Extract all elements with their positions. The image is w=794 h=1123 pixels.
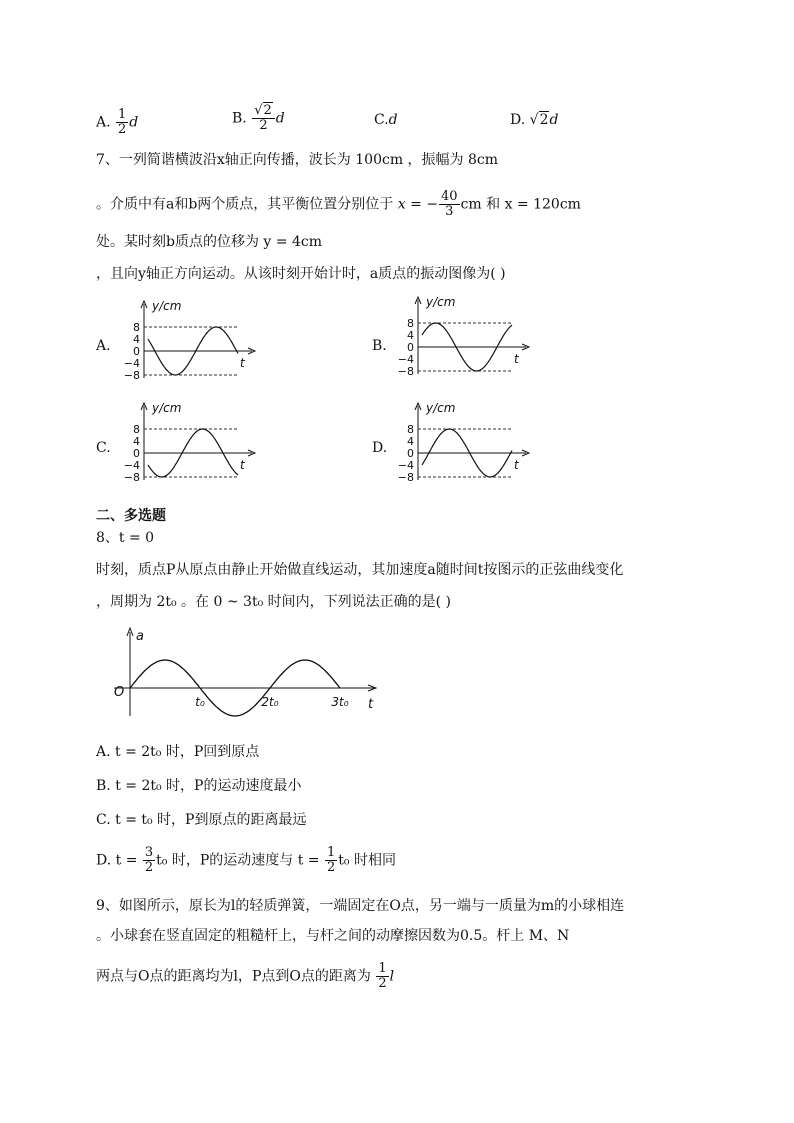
x-axis-label: t [514,458,519,472]
y-tick-label: −4 [123,357,140,370]
y-tick-label: 4 [133,435,140,448]
q7-chart-a [112,296,262,386]
y-tick-label: −4 [123,459,140,472]
y-tick-label: −8 [397,365,414,378]
x-tick-label: 2t₀ [261,695,279,709]
y-tick-label: 8 [407,317,414,330]
q7-option-d-label: D. [372,440,388,456]
y-tick-label: −8 [123,369,140,382]
y-axis-label: y/cm [426,401,456,415]
q7-option-a-label: A. [96,338,111,354]
x-axis-label: t [368,697,374,712]
q7-line-1: 7、一列简谐横波沿x轴正向传播，波长为 100cm ，振幅为 8cm [96,152,499,168]
q8-option-c: C. t = t₀ 时，P到原点的距离最远 [96,812,307,828]
fraction: $\frac{1}{2}$ [327,845,336,875]
q7-chart-d [386,398,536,488]
x-axis-label: t [240,356,245,370]
origin-label: O [114,685,125,700]
q7-line-2: 。介质中有a和b两个质点，其平衡位置分别位于 x = − $\frac{40}{3}$ cm 和 x = 120cm [96,189,581,219]
y-tick-label: 0 [133,345,140,358]
y-tick-label: −4 [397,459,414,472]
q7-option-c-label: C. [96,440,111,456]
section-title: 二、多选题 [96,508,166,524]
y-axis-label: a [136,629,144,644]
y-axis-label: y/cm [152,401,182,415]
y-tick-label: 0 [407,341,414,354]
q8-option-a: A. t = 2t₀ 时，P回到原点 [96,744,260,760]
y-tick-label: 4 [407,435,414,448]
y-tick-label: 0 [133,447,140,460]
q7-chart-b [386,292,536,382]
q7-chart-c [112,398,262,488]
y-tick-label: −8 [397,471,414,484]
y-tick-label: −8 [123,471,140,484]
y-tick-label: 4 [407,329,414,342]
q9-line-2: 。小球套在竖直固定的粗糙杆上，与杆之间的动摩擦因数为0.5。杆上 M、N [96,928,570,944]
x-axis-label: t [514,352,519,366]
fraction: $\frac{√2}{2}$ [252,104,275,133]
q7-line-3: 处。某时刻b质点的位移为 y = 4cm [96,234,322,250]
x-tick-label: 3t₀ [331,695,349,709]
q6-option-a: A. $\frac{1}{2}$ d [96,107,139,137]
q9-line-1: 9、如图所示，原长为l的轻质弹簧，一端固定在O点，另一端与一质量为m的小球相连 [96,898,625,914]
y-axis-label: y/cm [152,299,182,313]
q7-line-4: ，且向y轴正方向运动。从该时刻开始计时，a质点的振动图像为( ) [96,266,506,282]
x-axis-label: t [240,458,245,472]
fraction: $\frac{1}{2}$ [118,107,127,137]
q9-line-3: 两点与O点的距离均为l，P点到O点的距离为 $\frac{1}{2}$ l [96,961,395,991]
fraction: $\frac{1}{2}$ [378,961,387,991]
y-tick-label: 0 [407,447,414,460]
q8-acceleration-graph [106,624,396,724]
q6-option-d: D. √2d [510,112,559,128]
y-tick-label: 4 [133,333,140,346]
y-tick-label: 8 [133,423,140,436]
q8-line-1: 8、t = 0 [96,530,155,546]
q6-option-c: C.d [374,112,398,128]
q8-option-d: D. t = $\frac{3}{2}$ t₀ 时，P的运动速度与 t = $\frac{1}{2}$ t₀ 时相同 [96,845,396,875]
y-tick-label: 8 [407,423,414,436]
q7-option-b-label: B. [372,338,387,354]
q8-line-2: 时刻，质点P从原点由静止开始做直线运动，其加速度a随时间t按图示的正弦曲线变化 [96,562,624,578]
fraction: $\frac{40}{3}$ [441,189,458,219]
q6-option-b: B. $\frac{√2}{2}$ d [232,103,285,133]
y-axis-label: y/cm [426,295,456,309]
q8-option-b: B. t = 2t₀ 时，P的运动速度最小 [96,778,302,794]
x-tick-label: t₀ [195,695,205,709]
y-tick-label: −4 [397,353,414,366]
fraction: $\frac{3}{2}$ [144,845,154,875]
y-tick-label: 8 [133,321,140,334]
q8-line-3: ，周期为 2t₀ 。在 0 ~ 3t₀ 时间内，下列说法正确的是( ) [96,594,452,610]
